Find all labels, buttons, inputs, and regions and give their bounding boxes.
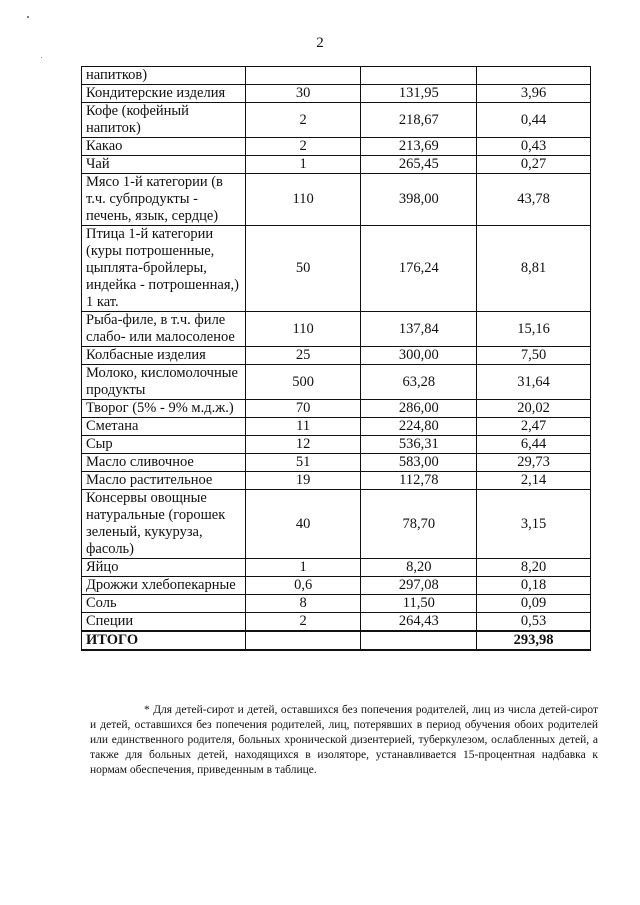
table-row [82,365,591,400]
quantity-cell: 110 [245,174,361,226]
quantity-cell: 0,6 [245,577,361,595]
product-name-cell: Колбасные изделия [82,347,246,365]
product-name-cell: Кофе (кофейный напиток) [82,103,246,138]
quantity-cell: 1 [245,559,361,577]
quantity-cell: 40 [245,490,361,559]
cost-cell: 43,78 [477,174,591,226]
table-row [82,490,591,559]
product-name-cell: Мясо 1-й категории (в т.ч. субпродукты - печень, язык, сердце) [82,174,246,226]
quantity-cell: 25 [245,347,361,365]
total-row [82,631,591,650]
cost-cell: 20,02 [477,400,591,418]
quantity-cell: 30 [245,85,361,103]
table-row [82,226,591,312]
scan-speck [27,16,29,18]
product-name-cell: Соль [82,595,246,613]
quantity-cell: 8 [245,595,361,613]
table-row [82,418,591,436]
price-cell: 213,69 [361,138,477,156]
product-name-cell: Яйцо [82,559,246,577]
table-row [82,577,591,595]
product-name-cell: Масло растительное [82,472,246,490]
quantity-cell: 2 [245,613,361,632]
price-cell: 137,84 [361,312,477,347]
table-row [82,454,591,472]
cost-cell: 2,14 [477,472,591,490]
price-cell: 265,45 [361,156,477,174]
cost-cell: 3,96 [477,85,591,103]
product-name-cell: Сыр [82,436,246,454]
cost-cell: 8,81 [477,226,591,312]
price-cell: 297,08 [361,577,477,595]
quantity-cell: 50 [245,226,361,312]
price-cell: 78,70 [361,490,477,559]
quantity-cell: 1 [245,156,361,174]
quantity-cell: 11 [245,418,361,436]
product-name-cell: Дрожжи хлебопекарные [82,577,246,595]
table-body [82,67,591,651]
price-cell: 63,28 [361,365,477,400]
table-row [82,138,591,156]
product-name-cell: Молоко, кисломолочные продукты [82,365,246,400]
cost-cell: 31,64 [477,365,591,400]
price-cell: 176,24 [361,226,477,312]
product-name-cell: Кондитерские изделия [82,85,246,103]
quantity-cell: 19 [245,472,361,490]
table-row [82,85,591,103]
quantity-cell [245,67,361,85]
total-price [361,631,477,650]
price-cell: 536,31 [361,436,477,454]
price-cell [361,67,477,85]
product-name-cell: Птица 1-й категории (куры потрошенные, цыплята-бройлеры, индейка - потрошенная,) 1 кат. [82,226,246,312]
cost-cell: 0,44 [477,103,591,138]
table-row [82,436,591,454]
price-cell: 218,67 [361,103,477,138]
page-number: 2 [316,35,324,51]
quantity-cell: 110 [245,312,361,347]
table-row [82,559,591,577]
quantity-cell: 12 [245,436,361,454]
cost-cell [477,67,591,85]
price-cell: 112,78 [361,472,477,490]
quantity-cell: 51 [245,454,361,472]
table-row [82,347,591,365]
table-row [82,174,591,226]
price-cell: 300,00 [361,347,477,365]
product-name-cell: Консервы овощные натуральные (горошек зеленый, кукуруза, фасоль) [82,490,246,559]
table-row [82,472,591,490]
quantity-cell: 2 [245,138,361,156]
cost-cell: 0,43 [477,138,591,156]
product-name-cell: Сметана [82,418,246,436]
price-cell: 286,00 [361,400,477,418]
scan-speck [41,57,42,58]
cost-cell: 0,18 [477,577,591,595]
product-name-cell: Творог (5% - 9% м.д.ж.) [82,400,246,418]
table-row [82,595,591,613]
cost-cell: 8,20 [477,559,591,577]
food-norms-table [81,66,591,651]
total-label: ИТОГО [82,631,246,650]
price-cell: 11,50 [361,595,477,613]
price-cell: 224,80 [361,418,477,436]
product-name-cell: напитков) [82,67,246,85]
price-cell: 264,43 [361,613,477,632]
price-cell: 583,00 [361,454,477,472]
cost-cell: 0,09 [477,595,591,613]
quantity-cell: 2 [245,103,361,138]
table-row [82,400,591,418]
total-quantity [245,631,361,650]
cost-cell: 2,47 [477,418,591,436]
cost-cell: 7,50 [477,347,591,365]
cost-cell: 0,53 [477,613,591,632]
quantity-cell: 500 [245,365,361,400]
price-cell: 398,00 [361,174,477,226]
table-row [82,67,591,85]
product-name-cell: Специи [82,613,246,632]
quantity-cell: 70 [245,400,361,418]
cost-cell: 29,73 [477,454,591,472]
cost-cell: 15,16 [477,312,591,347]
product-name-cell: Чай [82,156,246,174]
price-cell: 8,20 [361,559,477,577]
cost-cell: 6,44 [477,436,591,454]
table-row [82,312,591,347]
table-row [82,103,591,138]
price-cell: 131,95 [361,85,477,103]
footnote: * Для детей-сирот и детей, оставшихся без попечения родителей, лиц из числа детей-сирот и детей, оставшихся без попечения родителей, лиц, потерявших в период обучения обоих родителей или единственного родителя, больных хронической дизентерией, туберкулезом, ослабленных детей, а также для больных детей, находящихся в изоляторе, устанавливается 15-процентная надбавка к нормам обеспечения, приведенным в таблице. [90,704,598,776]
product-name-cell: Рыба-филе, в т.ч. филе слабо- или малосоленое [82,312,246,347]
product-name-cell: Какао [82,138,246,156]
table-row [82,156,591,174]
table-row [82,613,591,632]
cost-cell: 0,27 [477,156,591,174]
product-name-cell: Масло сливочное [82,454,246,472]
cost-cell: 3,15 [477,490,591,559]
total-cost: 293,98 [477,631,591,650]
